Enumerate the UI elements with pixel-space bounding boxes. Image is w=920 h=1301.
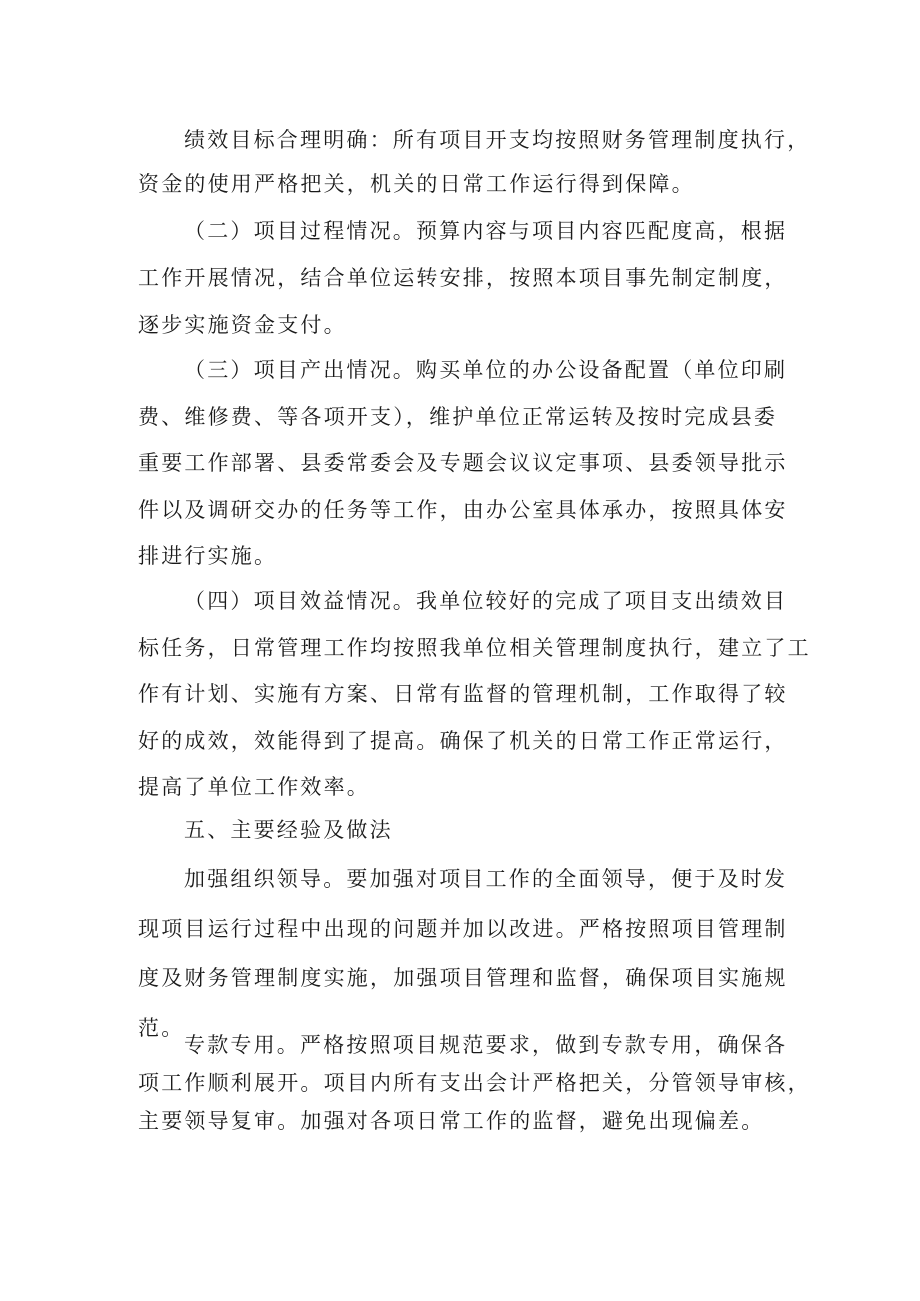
text-line: 提高了单位工作效率。 [138, 775, 370, 799]
text-line: （四）项目效益情况。我单位较好的完成了项目支出绩效目 [184, 589, 788, 613]
text-line: 重要工作部署、县委常委会及专题会议议定事项、县委领导批示 [138, 451, 788, 475]
text-line: 工作开展情况，结合单位运转安排，按照本项目事先制定制度， [138, 266, 788, 290]
paragraph-process [138, 208, 798, 349]
text-line: 加强组织领导。要加强对项目工作的全面领导，便于及时发 [184, 867, 788, 891]
text-line: 逐步实施资金支付。 [138, 313, 347, 337]
text-line: 资金的使用严格把关，机关的日常工作运行得到保障。 [138, 172, 695, 196]
heading-text: 五、主要经验及做法 [184, 818, 393, 842]
text-line: 件以及调研交办的任务等工作，由办公室具体承办，按照具体安 [138, 497, 788, 522]
paragraph-special-funds [138, 1026, 811, 1140]
text-line: 度及财务管理制度实施，加强项目管理和监督，确保项目实施规 [138, 966, 788, 990]
paragraph-output [138, 347, 798, 580]
text-line: （二）项目过程情况。预算内容与项目内容匹配度高，根据 [184, 219, 788, 243]
text-line: （三）项目产出情况。购买单位的办公设备配置（单位印刷 [184, 358, 788, 382]
text-line: 作有计划、实施有方案、日常有监督的管理机制，工作取得了较 [138, 682, 788, 706]
text-line: 好的成效，效能得到了提高。确保了机关的日常工作正常运行， [138, 728, 788, 753]
text-line: 排进行实施。 [138, 544, 278, 568]
text-line: 主要领导复审。加强对各项日常工作的监督，避免出现偏差。 [138, 1109, 765, 1133]
text-line: 范。 [138, 1015, 185, 1040]
text-line: 项工作顺利展开。项目内所有支出会计严格把关，分管领导审核， [138, 1071, 811, 1095]
paragraph-benefit [138, 578, 811, 811]
text-line: 绩效目标合理明确：所有项目开支均按照财务管理制度执行， [184, 128, 811, 152]
text-line: 现项目运行过程中出现的问题并加以改进。严格按照项目管理制 [138, 916, 788, 941]
paragraph-leadership [138, 855, 798, 1053]
text-line: 专款专用。严格按照项目规范要求，做到专款专用，确保各 [184, 1033, 788, 1057]
text-line: 费、维修费、等各项开支），维护单位正常运转及按时完成县委 [138, 404, 778, 429]
section-heading [138, 808, 798, 852]
paragraph-goal [138, 118, 811, 206]
text-line: 标任务，日常管理工作均按照我单位相关管理制度执行，建立了工 [138, 635, 811, 660]
